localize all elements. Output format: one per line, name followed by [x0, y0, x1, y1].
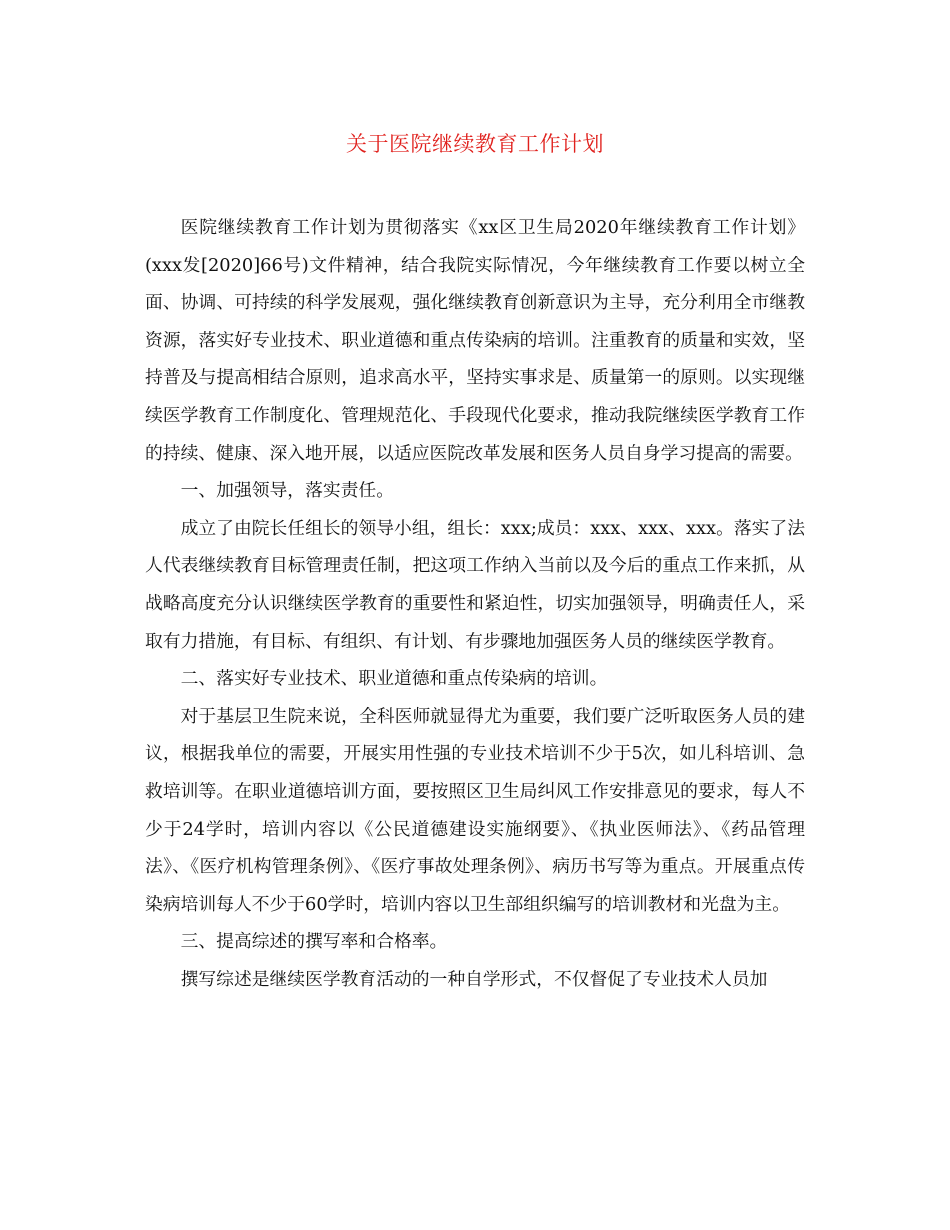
document-body: [145, 209, 805, 998]
section-heading-2: 二、落实好专业技术、职业道德和重点传染病的培训。: [180, 668, 608, 690]
section-paragraph-2: 对于基层卫生院来说，全科医师就显得尤为重要，我们要广泛听取医务人员的建议，根据我单位的需要，开展实用性强的专业技术培训不少于5次，如儿科培训、急救培训等。在职业道德培训方面，要按照区卫生局纠风工作安排意见的要求，每人不少于24学时，培训内容以《公民道德建设实施纲要》、《执业医师法》、《药品管理法》、《医疗机构管理条例》、《医疗事故处理条例》、病历书写等为重点。开展重点传染病培训每人不少于60学时，培训内容以卫生部组织编写的培训教材和光盘为主。: [145, 705, 805, 915]
section-heading-1: 一、加强领导，落实责任。: [180, 480, 394, 502]
section-heading-3: 三、提高综述的撰写率和合格率。: [180, 931, 448, 953]
intro-paragraph: 医院继续教育工作计划为贯彻落实《xx区卫生局2020年继续教育工作计划》(xxx发[2020]66号)文件精神，结合我院实际情况，今年继续教育工作要以树立全面、协调、可持续的科学发展观，强化继续教育创新意识为主导，充分利用全市继教资源，落实好专业技术、职业道德和重点传染病的培训。注重教育的质量和实效，坚持普及与提高相结合原则，追求高水平，坚持实事求是、质量第一的原则。以实现继续医学教育工作制度化、管理规范化、手段现代化要求，推动我院继续医学教育工作的持续、健康、深入地开展，以适应医院改革发展和医务人员自身学习提高的需要。: [145, 217, 805, 464]
section-paragraph-3: 撰写综述是继续医学教育活动的一种自学形式，不仅督促了专业技术人员加: [180, 968, 768, 990]
section-paragraph-1: 成立了由院长任组长的领导小组，组长：xxx;成员：xxx、xxx、xxx。落实了法人代表继续教育目标管理责任制，把这项工作纳入当前以及今后的重点工作来抓，从战略高度充分认识继续医学教育的重要性和紧迫性，切实加强领导，明确责任人，采取有力措施，有目标、有组织、有计划、有步骤地加强医务人员的继续医学教育。: [145, 517, 805, 652]
document-title: 关于医院继续教育工作计划: [346, 132, 604, 156]
